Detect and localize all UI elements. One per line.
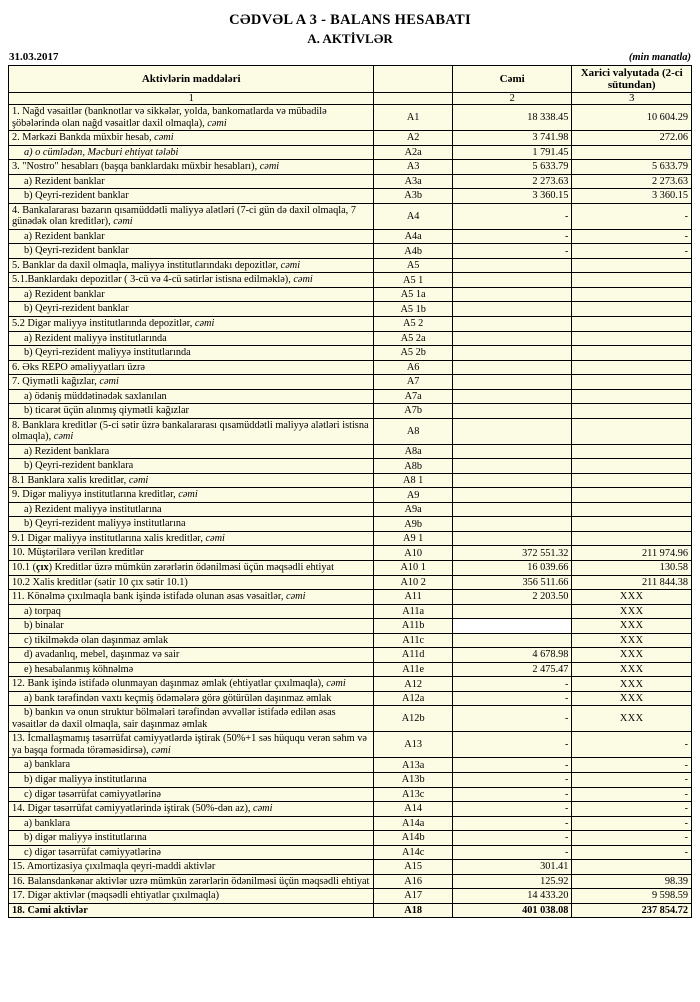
row-code: A8a	[374, 444, 453, 459]
page-subtitle: A. AKTİVLƏR	[307, 31, 393, 46]
row-description: 2. Mərkəzi Bankda müxbir hesab, cəmi	[9, 131, 374, 146]
row-fx-value: 5 633.79	[572, 160, 692, 175]
row-fx-value: -	[572, 758, 692, 773]
row-code: A12a	[374, 691, 453, 706]
table-row	[9, 889, 692, 904]
row-fx-value	[572, 346, 692, 361]
row-fx-value: XXX	[572, 677, 692, 692]
table-row	[9, 575, 692, 590]
table-row	[9, 772, 692, 787]
row-code: A10 2	[374, 575, 453, 590]
row-fx-value	[572, 287, 692, 302]
row-total-value	[452, 302, 572, 317]
row-code: A3	[374, 160, 453, 175]
table-row	[9, 473, 692, 488]
row-fx-value: 211 974.96	[572, 546, 692, 561]
column-number-blank	[374, 93, 453, 105]
table-row	[9, 360, 692, 375]
row-fx-value	[572, 331, 692, 346]
row-description: a) Rezident banklar	[9, 287, 374, 302]
row-code: A2	[374, 131, 453, 146]
row-description: b) digər maliyyə institutlarına	[9, 831, 374, 846]
row-total-value: 16 039.66	[452, 561, 572, 576]
row-code: A5	[374, 258, 453, 273]
table-body	[9, 105, 692, 918]
row-description: 10.2 Xalis kreditlər (sətir 10 çıx sətir 10.1)	[9, 575, 374, 590]
row-description: 9. Digər maliyyə institutlarına kreditlər, cəmi	[9, 488, 374, 503]
row-total-value: -	[452, 758, 572, 773]
row-code: A5 2a	[374, 331, 453, 346]
row-code: A8	[374, 418, 453, 444]
row-code: A3b	[374, 189, 453, 204]
row-description: b) Qeyri-rezident banklara	[9, 459, 374, 474]
page-title: CƏDVƏL A 3 - BALANS HESABATI	[229, 12, 471, 28]
row-description: c) digər təsərrüfat cəmiyyətlərinə	[9, 845, 374, 860]
row-description: 15. Amortizasiya çıxılmaqla qeyri-maddi aktivlər	[9, 860, 374, 875]
row-total-value	[452, 459, 572, 474]
table-row	[9, 648, 692, 663]
row-description: b) Qeyri-rezident maliyyə institutlarına	[9, 517, 374, 532]
row-code: A4	[374, 203, 453, 229]
row-fx-value	[572, 531, 692, 546]
row-fx-value	[572, 502, 692, 517]
table-row	[9, 244, 692, 259]
row-description: 8.1 Banklara xalis kreditlər, cəmi	[9, 473, 374, 488]
row-total-value	[452, 258, 572, 273]
row-code: A4a	[374, 229, 453, 244]
row-description: 5.2 Digər maliyyə institutlarında depozitlər, cəmi	[9, 316, 374, 331]
row-total-value	[452, 473, 572, 488]
column-number-1: 1	[9, 93, 374, 105]
table-row	[9, 105, 692, 131]
row-code: A9	[374, 488, 453, 503]
table-row	[9, 145, 692, 160]
row-total-value: 3 741.98	[452, 131, 572, 146]
row-description: a) Rezident banklar	[9, 174, 374, 189]
row-description: b) bankın və onun struktur bölmələri tərəfindən əvvəllər istifadə edilən əsas vəsaitlər də daxil olmaqla, sair daşınmaz əmlak	[9, 706, 374, 732]
row-total-value: -	[452, 845, 572, 860]
row-fx-value: XXX	[572, 648, 692, 663]
row-description: 12. Bank işində istifadə olunmayan daşınmaz əmlak (ehtiyatlar çıxılmaqla), cəmi	[9, 677, 374, 692]
row-total-value: 1 791.45	[452, 145, 572, 160]
row-fx-value: -	[572, 802, 692, 817]
row-fx-value: XXX	[572, 619, 692, 634]
table-row	[9, 444, 692, 459]
row-total-value: 2 475.47	[452, 662, 572, 677]
row-description: 8. Banklara kreditlər (5-ci sətir üzrə bankalararası qısamüddətli maliyyə alətləri istisna olmaqla), cəmi	[9, 418, 374, 444]
row-total-value: -	[452, 244, 572, 259]
row-total-value: -	[452, 772, 572, 787]
table-row	[9, 874, 692, 889]
row-description: b) Qeyri-rezident maliyyə institutlarında	[9, 346, 374, 361]
table-row	[9, 502, 692, 517]
row-description: a) o cümlədən, Məcburi ehtiyat tələbi	[9, 145, 374, 160]
report-units: (min manatla)	[628, 52, 691, 63]
row-code: A13	[374, 732, 453, 758]
row-code: A7a	[374, 389, 453, 404]
table-row	[9, 331, 692, 346]
row-fx-value	[572, 316, 692, 331]
row-description: 16. Balansdankənar aktivlər uzrə mümkün zərərlərin ödənilməsi üçün məqsədli ehtiyat	[9, 874, 374, 889]
row-fx-value	[572, 488, 692, 503]
row-description: 14. Digər təsərrüfat cəmiyyətlərində iştirak (50%-dən az), cəmi	[9, 802, 374, 817]
table-row	[9, 302, 692, 317]
row-description: b) digər maliyyə institutlarına	[9, 772, 374, 787]
column-header-code	[374, 66, 453, 93]
row-description: c) tikilməkdə olan daşınmaz əmlak	[9, 633, 374, 648]
row-total-value: -	[452, 831, 572, 846]
row-fx-value: 237 854.72	[572, 903, 692, 918]
row-fx-value: -	[572, 732, 692, 758]
row-total-value: -	[452, 816, 572, 831]
row-fx-value: XXX	[572, 590, 692, 605]
row-fx-value: -	[572, 229, 692, 244]
row-total-value	[452, 444, 572, 459]
table-row	[9, 831, 692, 846]
row-code: A14c	[374, 845, 453, 860]
row-total-value: -	[452, 203, 572, 229]
row-code: A5 2b	[374, 346, 453, 361]
table-row	[9, 287, 692, 302]
row-description: 5. Banklar da daxil olmaqla, maliyyə institutlarındakı depozitlər, cəmi	[9, 258, 374, 273]
row-description: 3. "Nostro" hesabları (başqa banklardakı müxbir hesabları), cəmi	[9, 160, 374, 175]
table-row	[9, 459, 692, 474]
row-description: a) torpaq	[9, 604, 374, 619]
row-description: d) avadanlıq, mebel, daşınmaz və sair	[9, 648, 374, 663]
row-description: 13. İcmallaşmamış təsərrüfat cəmiyyətlərdə iştirak (50%+1 səs hüququ verən səhm və ya başqa formada törəməsidirsə), cəmi	[9, 732, 374, 758]
row-fx-value: XXX	[572, 662, 692, 677]
row-total-value	[452, 488, 572, 503]
row-fx-value	[572, 302, 692, 317]
table-row	[9, 160, 692, 175]
row-fx-value: -	[572, 831, 692, 846]
row-fx-value	[572, 860, 692, 875]
row-fx-value	[572, 360, 692, 375]
row-total-value: -	[452, 677, 572, 692]
column-header-description: Aktivlərin maddələri	[9, 66, 374, 93]
row-description: 9.1 Digər maliyyə institutlarına xalis kreditlər, cəmi	[9, 531, 374, 546]
row-fx-value: -	[572, 203, 692, 229]
row-total-value: -	[452, 802, 572, 817]
row-code: A17	[374, 889, 453, 904]
row-total-value	[452, 287, 572, 302]
row-total-value	[452, 360, 572, 375]
row-total-value: -	[452, 706, 572, 732]
table-row	[9, 619, 692, 634]
row-description: a) banklara	[9, 758, 374, 773]
row-description: 17. Digər aktivlər (məqsədli ehtiyatlar çıxılmaqla)	[9, 889, 374, 904]
row-total-value: 5 633.79	[452, 160, 572, 175]
column-header-total: Cəmi	[452, 66, 572, 93]
row-fx-value: 130.58	[572, 561, 692, 576]
row-description: 10. Müştərilərə verilən kreditlər	[9, 546, 374, 561]
row-code: A5 1a	[374, 287, 453, 302]
table-row	[9, 517, 692, 532]
row-total-value	[452, 316, 572, 331]
row-description: a) banklara	[9, 816, 374, 831]
row-fx-value: XXX	[572, 691, 692, 706]
row-code: A6	[374, 360, 453, 375]
table-row	[9, 418, 692, 444]
row-fx-value: XXX	[572, 604, 692, 619]
table-row	[9, 488, 692, 503]
row-code: A13a	[374, 758, 453, 773]
table-row	[9, 229, 692, 244]
table-row	[9, 706, 692, 732]
row-fx-value	[572, 418, 692, 444]
row-total-value: -	[452, 691, 572, 706]
report-date: 31.03.2017	[9, 51, 59, 63]
row-code: A11d	[374, 648, 453, 663]
row-code: A11	[374, 590, 453, 605]
row-description: b) Qeyri-rezident banklar	[9, 189, 374, 204]
row-fx-value: 98.39	[572, 874, 692, 889]
assets-table	[8, 65, 692, 918]
row-fx-value: -	[572, 845, 692, 860]
row-code: A14	[374, 802, 453, 817]
row-code: A11e	[374, 662, 453, 677]
row-code: A16	[374, 874, 453, 889]
row-total-value	[452, 346, 572, 361]
table-row	[9, 546, 692, 561]
row-code: A1	[374, 105, 453, 131]
row-code: A7	[374, 375, 453, 390]
row-fx-value: 272.06	[572, 131, 692, 146]
table-row	[9, 131, 692, 146]
table-row	[9, 845, 692, 860]
table-row	[9, 633, 692, 648]
row-total-value: -	[452, 787, 572, 802]
row-fx-value	[572, 459, 692, 474]
row-total-value	[452, 502, 572, 517]
row-description: b) Qeyri-rezident banklar	[9, 244, 374, 259]
row-description: a) Rezident maliyyə institutlarında	[9, 331, 374, 346]
row-total-value: 2 203.50	[452, 590, 572, 605]
column-header-fx: Xarici valyutada (2-ci sütundan)	[572, 66, 692, 93]
row-fx-value	[572, 517, 692, 532]
row-total-value	[452, 633, 572, 648]
row-fx-value: -	[572, 244, 692, 259]
row-code: A12b	[374, 706, 453, 732]
row-description: a) bank tərəfindən vaxtı keçmiş ödəmələrə görə götürülən daşınmaz əmlak	[9, 691, 374, 706]
row-code: A5 1b	[374, 302, 453, 317]
row-fx-value	[572, 375, 692, 390]
row-total-value: -	[452, 732, 572, 758]
row-fx-value	[572, 389, 692, 404]
row-total-value	[452, 619, 572, 634]
table-row	[9, 531, 692, 546]
row-description: a) Rezident banklar	[9, 229, 374, 244]
column-number-2: 2	[452, 93, 572, 105]
table-row	[9, 732, 692, 758]
row-code: A11a	[374, 604, 453, 619]
row-fx-value: 10 604.29	[572, 105, 692, 131]
row-total-value: -	[452, 229, 572, 244]
table-row	[9, 662, 692, 677]
row-code: A10	[374, 546, 453, 561]
table-header	[9, 66, 692, 105]
row-total-value	[452, 517, 572, 532]
row-total-value: 401 038.08	[452, 903, 572, 918]
table-row	[9, 590, 692, 605]
row-description: 11. Könəlmə çıxılmaqla bank işində istifadə olunan əsas vəsaitlər, cəmi	[9, 590, 374, 605]
row-description: 18. Cəmi aktivlər	[9, 903, 374, 918]
row-description: 1. Nağd vəsaitlər (banknotlar və sikkələr, yolda, bankomatlarda və mübadilə şöbələrində olan nağd vəsaitlər daxil olmaqla), cəmi	[9, 105, 374, 131]
row-total-value: 372 551.32	[452, 546, 572, 561]
row-code: A2a	[374, 145, 453, 160]
table-row	[9, 787, 692, 802]
row-description: a) ödəniş müddətinədək saxlanılan	[9, 389, 374, 404]
table-row	[9, 404, 692, 419]
row-code: A8 1	[374, 473, 453, 488]
row-fx-value: 2 273.63	[572, 174, 692, 189]
row-code: A13c	[374, 787, 453, 802]
row-total-value: 4 678.98	[452, 648, 572, 663]
table-row	[9, 561, 692, 576]
row-description: 5.1.Banklardakı depozitlər ( 3-cü və 4-cü sətirlər istisna edilməklə), cəmi	[9, 273, 374, 288]
table-row	[9, 691, 692, 706]
row-total-value	[452, 404, 572, 419]
row-total-value	[452, 375, 572, 390]
row-code: A11c	[374, 633, 453, 648]
row-fx-value: 3 360.15	[572, 189, 692, 204]
table-row	[9, 389, 692, 404]
row-total-value: 18 338.45	[452, 105, 572, 131]
row-total-value: 2 273.63	[452, 174, 572, 189]
row-fx-value: -	[572, 787, 692, 802]
table-row	[9, 816, 692, 831]
table-row	[9, 258, 692, 273]
row-code: A10 1	[374, 561, 453, 576]
row-code: A3a	[374, 174, 453, 189]
row-code: A14b	[374, 831, 453, 846]
row-fx-value: -	[572, 816, 692, 831]
row-description: 4. Bankalararası bazarın qısamüddətli maliyyə alətləri (7-ci gün də daxil olmaqla, 7 günədək olan kreditlər), cəmi	[9, 203, 374, 229]
table-row	[9, 189, 692, 204]
row-total-value: 301.41	[452, 860, 572, 875]
row-description: b) ticarət üçün alınmış qiymətli kağızlar	[9, 404, 374, 419]
row-total-value	[452, 531, 572, 546]
row-code: A9a	[374, 502, 453, 517]
row-code: A9 1	[374, 531, 453, 546]
row-code: A15	[374, 860, 453, 875]
row-description: a) Rezident banklara	[9, 444, 374, 459]
row-code: A5 1	[374, 273, 453, 288]
row-total-value	[452, 604, 572, 619]
row-fx-value: -	[572, 772, 692, 787]
table-row	[9, 758, 692, 773]
table-row	[9, 273, 692, 288]
row-code: A13b	[374, 772, 453, 787]
row-fx-value	[572, 404, 692, 419]
row-code: A11b	[374, 619, 453, 634]
row-total-value: 356 511.66	[452, 575, 572, 590]
row-fx-value	[572, 444, 692, 459]
row-code: A8b	[374, 459, 453, 474]
row-code: A18	[374, 903, 453, 918]
row-description: 10.1 (çıx) Kreditlər üzrə mümkün zərərlərin ödənilməsi üçün məqsədli ehtiyat	[9, 561, 374, 576]
table-row	[9, 203, 692, 229]
row-description: 7. Qiymətli kağızlar, cəmi	[9, 375, 374, 390]
row-fx-value: 211 844.38	[572, 575, 692, 590]
table-row	[9, 375, 692, 390]
table-row	[9, 346, 692, 361]
column-number-3: 3	[572, 93, 692, 105]
row-fx-value	[572, 145, 692, 160]
table-row	[9, 604, 692, 619]
row-fx-value	[572, 273, 692, 288]
table-numbering-row	[9, 93, 692, 105]
row-code: A14a	[374, 816, 453, 831]
row-total-value	[452, 273, 572, 288]
report-meta	[8, 51, 692, 63]
row-description: b) binalar	[9, 619, 374, 634]
row-fx-value: XXX	[572, 706, 692, 732]
table-header-row	[9, 66, 692, 93]
row-total-value	[452, 331, 572, 346]
row-description: e) hesabalanmış köhnəlmə	[9, 662, 374, 677]
row-fx-value: XXX	[572, 633, 692, 648]
row-code: A9b	[374, 517, 453, 532]
row-description: b) Qeyri-rezident banklar	[9, 302, 374, 317]
row-fx-value	[572, 258, 692, 273]
table-row	[9, 316, 692, 331]
row-code: A4b	[374, 244, 453, 259]
row-total-value: 3 360.15	[452, 189, 572, 204]
row-code: A12	[374, 677, 453, 692]
row-description: c) digər təsərrüfat cəmiyyətlərinə	[9, 787, 374, 802]
table-row	[9, 677, 692, 692]
row-total-value: 125.92	[452, 874, 572, 889]
row-total-value: 14 433.20	[452, 889, 572, 904]
row-code: A5 2	[374, 316, 453, 331]
table-row	[9, 860, 692, 875]
table-row	[9, 802, 692, 817]
table-row	[9, 903, 692, 918]
row-total-value	[452, 418, 572, 444]
row-total-value	[452, 389, 572, 404]
table-row	[9, 174, 692, 189]
row-fx-value: 9 598.59	[572, 889, 692, 904]
row-code: A7b	[374, 404, 453, 419]
row-description: 6. Əks REPO əməliyyatları üzrə	[9, 360, 374, 375]
row-description: a) Rezident maliyyə institutlarına	[9, 502, 374, 517]
row-fx-value	[572, 473, 692, 488]
